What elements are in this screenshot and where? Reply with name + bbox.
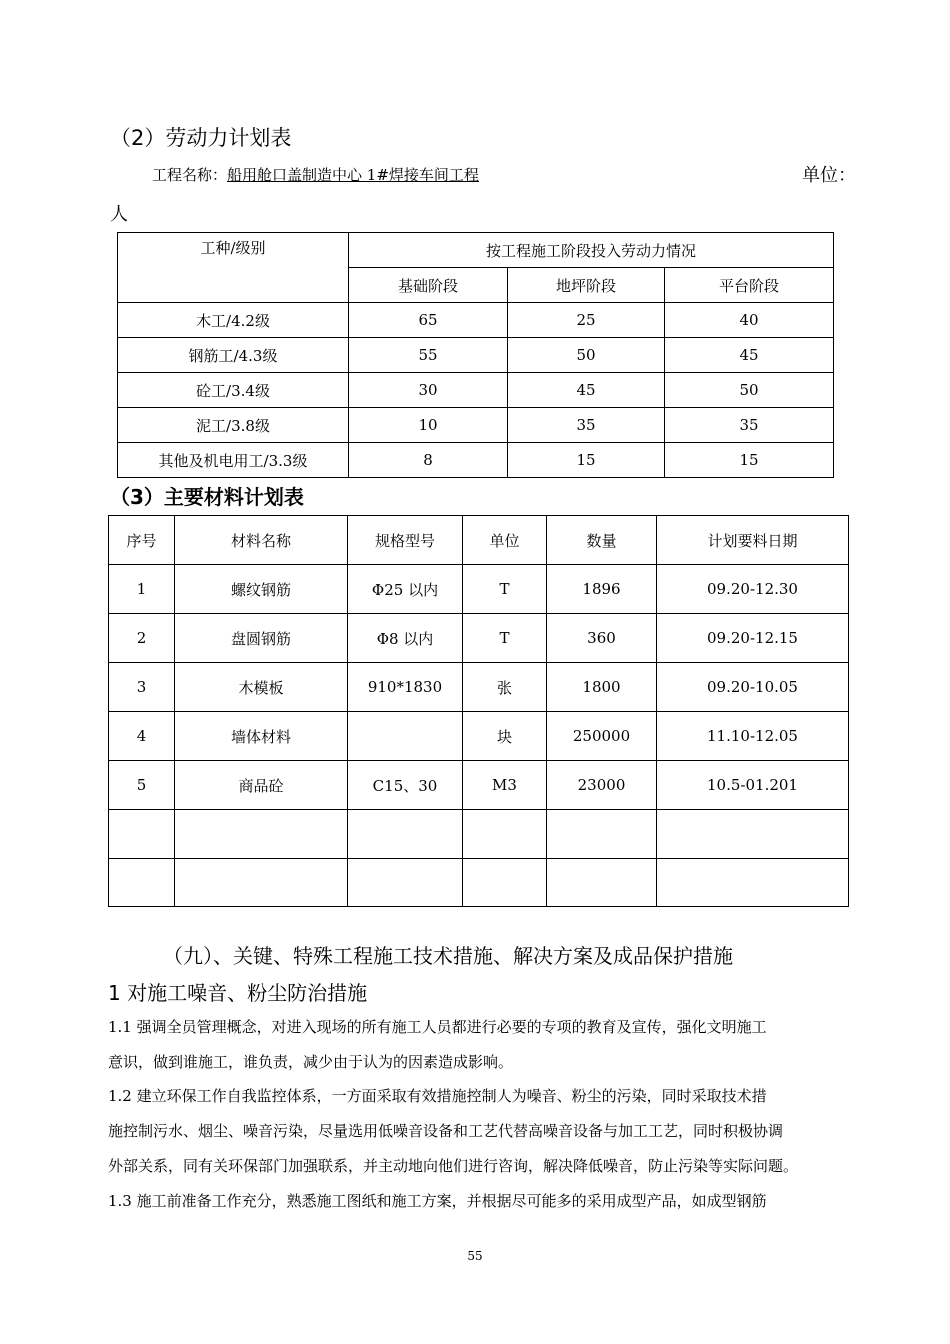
labor-value-cell: 55 <box>349 338 508 373</box>
table-row <box>109 565 849 614</box>
labor-value-cell: 25 <box>508 303 665 338</box>
material-cell <box>175 810 348 859</box>
table-row <box>109 614 849 663</box>
material-cell: 4 <box>109 712 175 761</box>
paragraph-1-2 <box>108 1079 848 1184</box>
labor-value-cell: 65 <box>349 303 508 338</box>
labor-type-cell: 泥工/3.8级 <box>118 408 349 443</box>
material-cell <box>348 859 463 907</box>
labor-value-cell: 50 <box>665 373 834 408</box>
materials-header-cell: 单位 <box>463 516 547 565</box>
materials-header-cell: 序号 <box>109 516 175 565</box>
labor-phase-header: 平台阶段 <box>665 268 834 303</box>
material-cell: 张 <box>463 663 547 712</box>
materials-header-cell: 材料名称 <box>175 516 348 565</box>
material-cell: 23000 <box>547 761 657 810</box>
material-cell: 1800 <box>547 663 657 712</box>
material-cell: 10.5-01.201 <box>657 761 849 810</box>
material-cell: 250000 <box>547 712 657 761</box>
labor-value-cell: 45 <box>665 338 834 373</box>
material-cell: 2 <box>109 614 175 663</box>
material-cell: 11.10-12.05 <box>657 712 849 761</box>
materials-plan-heading: （3）主要材料计划表 <box>110 485 304 509</box>
labor-col-group: 按工程施工阶段投入劳动力情况 <box>349 233 834 268</box>
labor-type-cell: 其他及机电用工/3.3级 <box>118 443 349 478</box>
material-cell: T <box>463 614 547 663</box>
labor-plan-heading: （2）劳动力计划表 <box>110 126 292 150</box>
labor-value-cell: 30 <box>349 373 508 408</box>
material-cell <box>109 859 175 907</box>
project-name-line <box>152 164 479 185</box>
labor-value-cell: 10 <box>349 408 508 443</box>
paragraph-line: 1.3 施工前准备工作充分，熟悉施工图纸和施工方案，并根据尽可能多的采用成型产品，如成型钢筋 <box>108 1192 767 1210</box>
section-title: （九）、关键、特殊工程施工技术措施、解决方案及成品保护措施 <box>163 944 733 968</box>
material-cell: C15、30 <box>348 761 463 810</box>
table-row <box>109 663 849 712</box>
material-cell: 盘圆钢筋 <box>175 614 348 663</box>
paragraph-line: 施控制污水、烟尘、噪音污染，尽量选用低噪音设备和工艺代替高噪音设备与加工工艺，同时积极协调 <box>108 1122 784 1140</box>
labor-type-cell: 砼工/3.4级 <box>118 373 349 408</box>
material-cell: 螺纹钢筋 <box>175 565 348 614</box>
material-cell <box>348 810 463 859</box>
labor-value-cell: 15 <box>665 443 834 478</box>
material-cell <box>463 810 547 859</box>
material-cell <box>175 859 348 907</box>
table-row <box>109 859 849 907</box>
material-cell: Φ25 以内 <box>348 565 463 614</box>
material-cell <box>547 810 657 859</box>
material-cell: 商品砼 <box>175 761 348 810</box>
labor-type-cell: 钢筋工/4.3级 <box>118 338 349 373</box>
labor-value-cell: 50 <box>508 338 665 373</box>
material-cell <box>348 712 463 761</box>
section-subtitle: 1 对施工噪音、粉尘防治措施 <box>108 981 368 1005</box>
paragraph-1-3 <box>108 1184 848 1219</box>
labor-phase-header: 基础阶段 <box>349 268 508 303</box>
labor-value-cell: 15 <box>508 443 665 478</box>
unit-value: 人 <box>110 204 128 225</box>
materials-header-cell: 数量 <box>547 516 657 565</box>
labor-value-cell: 40 <box>665 303 834 338</box>
paragraph-line: 外部关系，同有关环保部门加强联系，并主动地向他们进行咨询，解决降低噪音，防止污染等实际问题。 <box>108 1157 799 1175</box>
material-cell: 墙体材料 <box>175 712 348 761</box>
material-cell: 木模板 <box>175 663 348 712</box>
labor-value-cell: 35 <box>508 408 665 443</box>
project-label: 工程名称： <box>152 166 228 184</box>
materials-header-cell: 规格型号 <box>348 516 463 565</box>
paragraph-line: 1.1 强调全员管理概念，对进入现场的所有施工人员都进行必要的专项的教育及宣传，强化文明施工 <box>108 1018 767 1036</box>
material-cell <box>547 859 657 907</box>
table-row <box>118 373 834 408</box>
materials-plan-table <box>108 515 849 907</box>
material-cell: M3 <box>463 761 547 810</box>
table-row <box>109 810 849 859</box>
labor-value-cell: 45 <box>508 373 665 408</box>
paragraph-line: 1.2 建立环保工作自我监控体系，一方面采取有效措施控制人为噪音、粉尘的污染，同时采取技术措 <box>108 1087 767 1105</box>
table-row <box>109 712 849 761</box>
material-cell <box>109 810 175 859</box>
page-number: 55 <box>467 1249 483 1263</box>
labor-type-cell: 木工/4.2级 <box>118 303 349 338</box>
labor-phase-header: 地坪阶段 <box>508 268 665 303</box>
table-row <box>118 443 834 478</box>
material-cell <box>657 859 849 907</box>
table-row <box>118 408 834 443</box>
material-cell: 块 <box>463 712 547 761</box>
materials-header-cell: 计划要料日期 <box>657 516 849 565</box>
paragraph-1-1 <box>108 1010 848 1080</box>
labor-col-type: 工种/级别 <box>118 233 349 303</box>
material-cell: 09.20-12.15 <box>657 614 849 663</box>
paragraph-line: 意识，做到谁施工，谁负责，减少由于认为的因素造成影响。 <box>108 1053 514 1071</box>
labor-value-cell: 35 <box>665 408 834 443</box>
project-name: 船用舱口盖制造中心 1#焊接车间工程 <box>227 166 479 184</box>
material-cell <box>463 859 547 907</box>
materials-header-row <box>109 516 849 565</box>
material-cell: 1896 <box>547 565 657 614</box>
material-cell: 09.20-12.30 <box>657 565 849 614</box>
material-cell: Φ8 以内 <box>348 614 463 663</box>
material-cell: 910*1830 <box>348 663 463 712</box>
table-row <box>118 338 834 373</box>
labor-value-cell: 8 <box>349 443 508 478</box>
labor-plan-table <box>117 232 834 478</box>
material-cell: 1 <box>109 565 175 614</box>
material-cell: 3 <box>109 663 175 712</box>
material-cell: 09.20-10.05 <box>657 663 849 712</box>
table-row <box>118 303 834 338</box>
unit-label: 单位： <box>802 165 856 186</box>
material-cell: 360 <box>547 614 657 663</box>
table-row <box>109 761 849 810</box>
material-cell <box>657 810 849 859</box>
material-cell: 5 <box>109 761 175 810</box>
material-cell: T <box>463 565 547 614</box>
